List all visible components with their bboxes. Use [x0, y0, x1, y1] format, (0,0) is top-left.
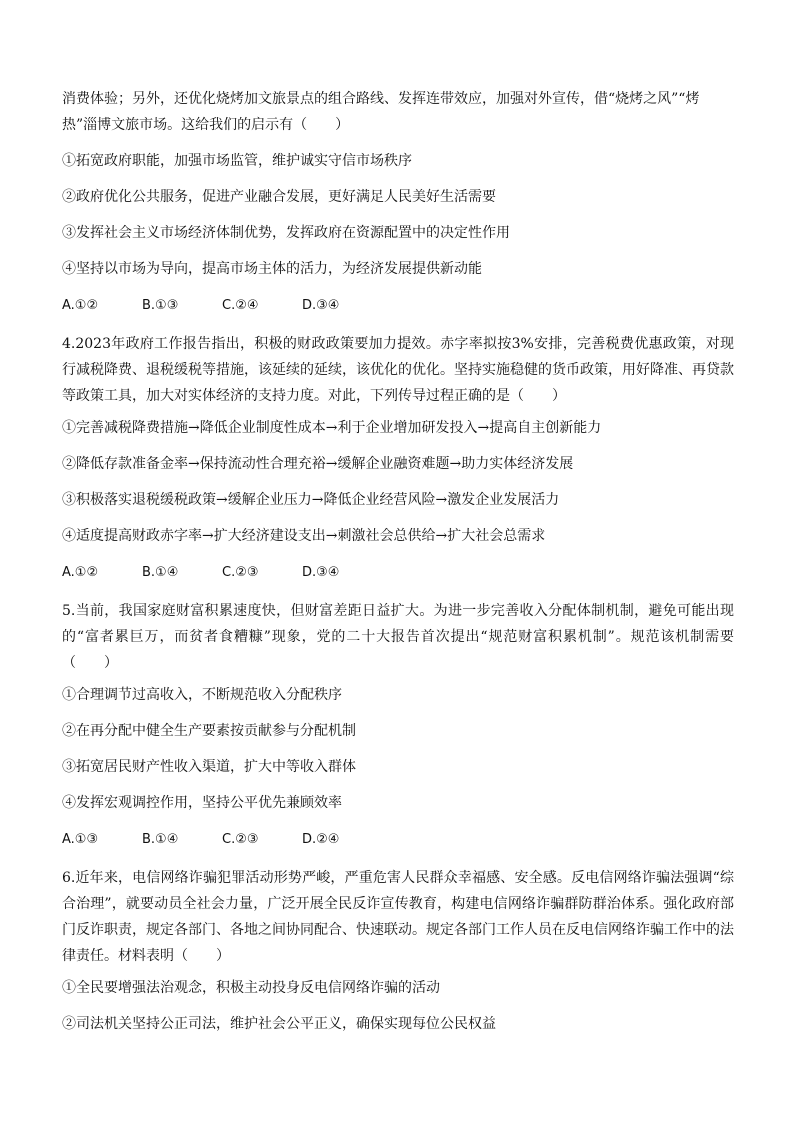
question-5-choices	[62, 828, 734, 851]
question-3-stem	[62, 86, 734, 138]
question-4-option-4: ④适度提高财政赤字率→扩大经济建设支出→刺激社会总供给→扩大社会总需求	[62, 528, 546, 544]
question-4-choice-d: D.③④	[302, 565, 340, 580]
question-5-option-4: ④发挥宏观调控作用，坚持公平优先兼顾效率	[62, 795, 342, 811]
question-3-option-1: ①拓宽政府职能，加强市场监管，维护诚实守信市场秩序	[62, 153, 412, 169]
question-3-choice-a: A.①②	[62, 298, 99, 313]
question-5-option-3: ③拓宽居民财产性收入渠道，扩大中等收入群体	[62, 759, 356, 775]
question-5-stem: 5.当前，我国家庭财富积累速度快，但财富差距日益扩大。为进一步完善收入分配体制机制，避免可能出现的“富者累巨万，而贫者食糟糠”现象，党的二十大报告首次提出“规范财富积累机制”。规范该机制需要（ ）	[62, 603, 734, 671]
question-5-choice-b: B.①④	[142, 832, 179, 847]
question-4-option-1: ①完善减税降费措施→降低企业制度性成本→利于企业增加研发投入→提高自主创新能力	[62, 420, 602, 436]
question-4-stem: 4.2023年政府工作报告指出，积极的财政政策要加力提效。赤字率拟按3%安排，完善税费优惠政策，对现行减税降费、退税缓税等措施，该延续的延续，该优化的优化。坚持实施稳健的货币政策，用好降准、再贷款等政策工具，加大对实体经济的支持力度。对此，下列传导过程正确的是（ ）	[62, 336, 734, 404]
question-3-continuation	[62, 86, 734, 317]
question-3-choice-c: C.②④	[222, 298, 259, 313]
question-4-choice-c: C.②③	[222, 565, 259, 580]
question-6-option-1: ①全民要增强法治观念，积极主动投身反电信网络诈骗的活动	[62, 980, 440, 996]
question-4-choice-a: A.①②	[62, 565, 99, 580]
question-4-option-2: ②降低存款准备金率→保持流动性合理充裕→缓解企业融资难题→助力实体经济发展	[62, 456, 574, 472]
question-3-choice-b: B.①③	[142, 298, 179, 313]
question-5-choice-a: A.①③	[62, 832, 99, 847]
question-4	[62, 331, 734, 584]
question-4-option-3: ③积极落实退税缓税政策→缓解企业压力→降低企业经营风险→激发企业发展活力	[62, 492, 560, 508]
question-3-stem-line-2: 热”淄博文旅市场。这给我们的启示有（ ）	[62, 117, 350, 133]
question-6-option-2: ②司法机关坚持公正司法，维护社会公平正义，确保实现每位公民权益	[62, 1016, 496, 1032]
question-6	[62, 865, 734, 1035]
question-4-choice-b: B.①④	[142, 565, 179, 580]
question-4-choices	[62, 561, 734, 584]
question-3-choices	[62, 294, 734, 317]
question-3-stem-line-1: 消费体验；另外，还优化烧烤加文旅景点的组合路线、发挥连带效应，加强对外宣传，借“烧烤之风”“烤	[62, 91, 700, 107]
question-3-option-3: ③发挥社会主义市场经济体制优势，发挥政府在资源配置中的决定性作用	[62, 225, 510, 241]
question-3-option-2: ②政府优化公共服务，促进产业融合发展，更好满足人民美好生活需要	[62, 189, 496, 205]
question-5-option-2: ②在再分配中健全生产要素按贡献参与分配机制	[62, 723, 356, 739]
question-3-choice-d: D.③④	[302, 298, 340, 313]
question-5-choice-c: C.②③	[222, 832, 259, 847]
question-5-choice-d: D.②④	[302, 832, 340, 847]
question-3-option-4: ④坚持以市场为导向，提高市场主体的活力，为经济发展提供新动能	[62, 261, 482, 277]
question-5	[62, 598, 734, 851]
question-5-option-1: ①合理调节过高收入，不断规范收入分配秩序	[62, 687, 342, 703]
question-6-stem: 6.近年来，电信网络诈骗犯罪活动形势严峻，严重危害人民群众幸福感、安全感。反电信网络诈骗法强调“综合治理”，就要动员全社会力量，广泛开展全民反诈宣传教育，构建电信网络诈骗群防群治体系。强化政府部门反诈职责，规定各部门、各地之间协同配合、快速联动。规定各部门工作人员在反电信网络诈骗工作中的法律责任。材料表明（ ）	[62, 870, 734, 964]
